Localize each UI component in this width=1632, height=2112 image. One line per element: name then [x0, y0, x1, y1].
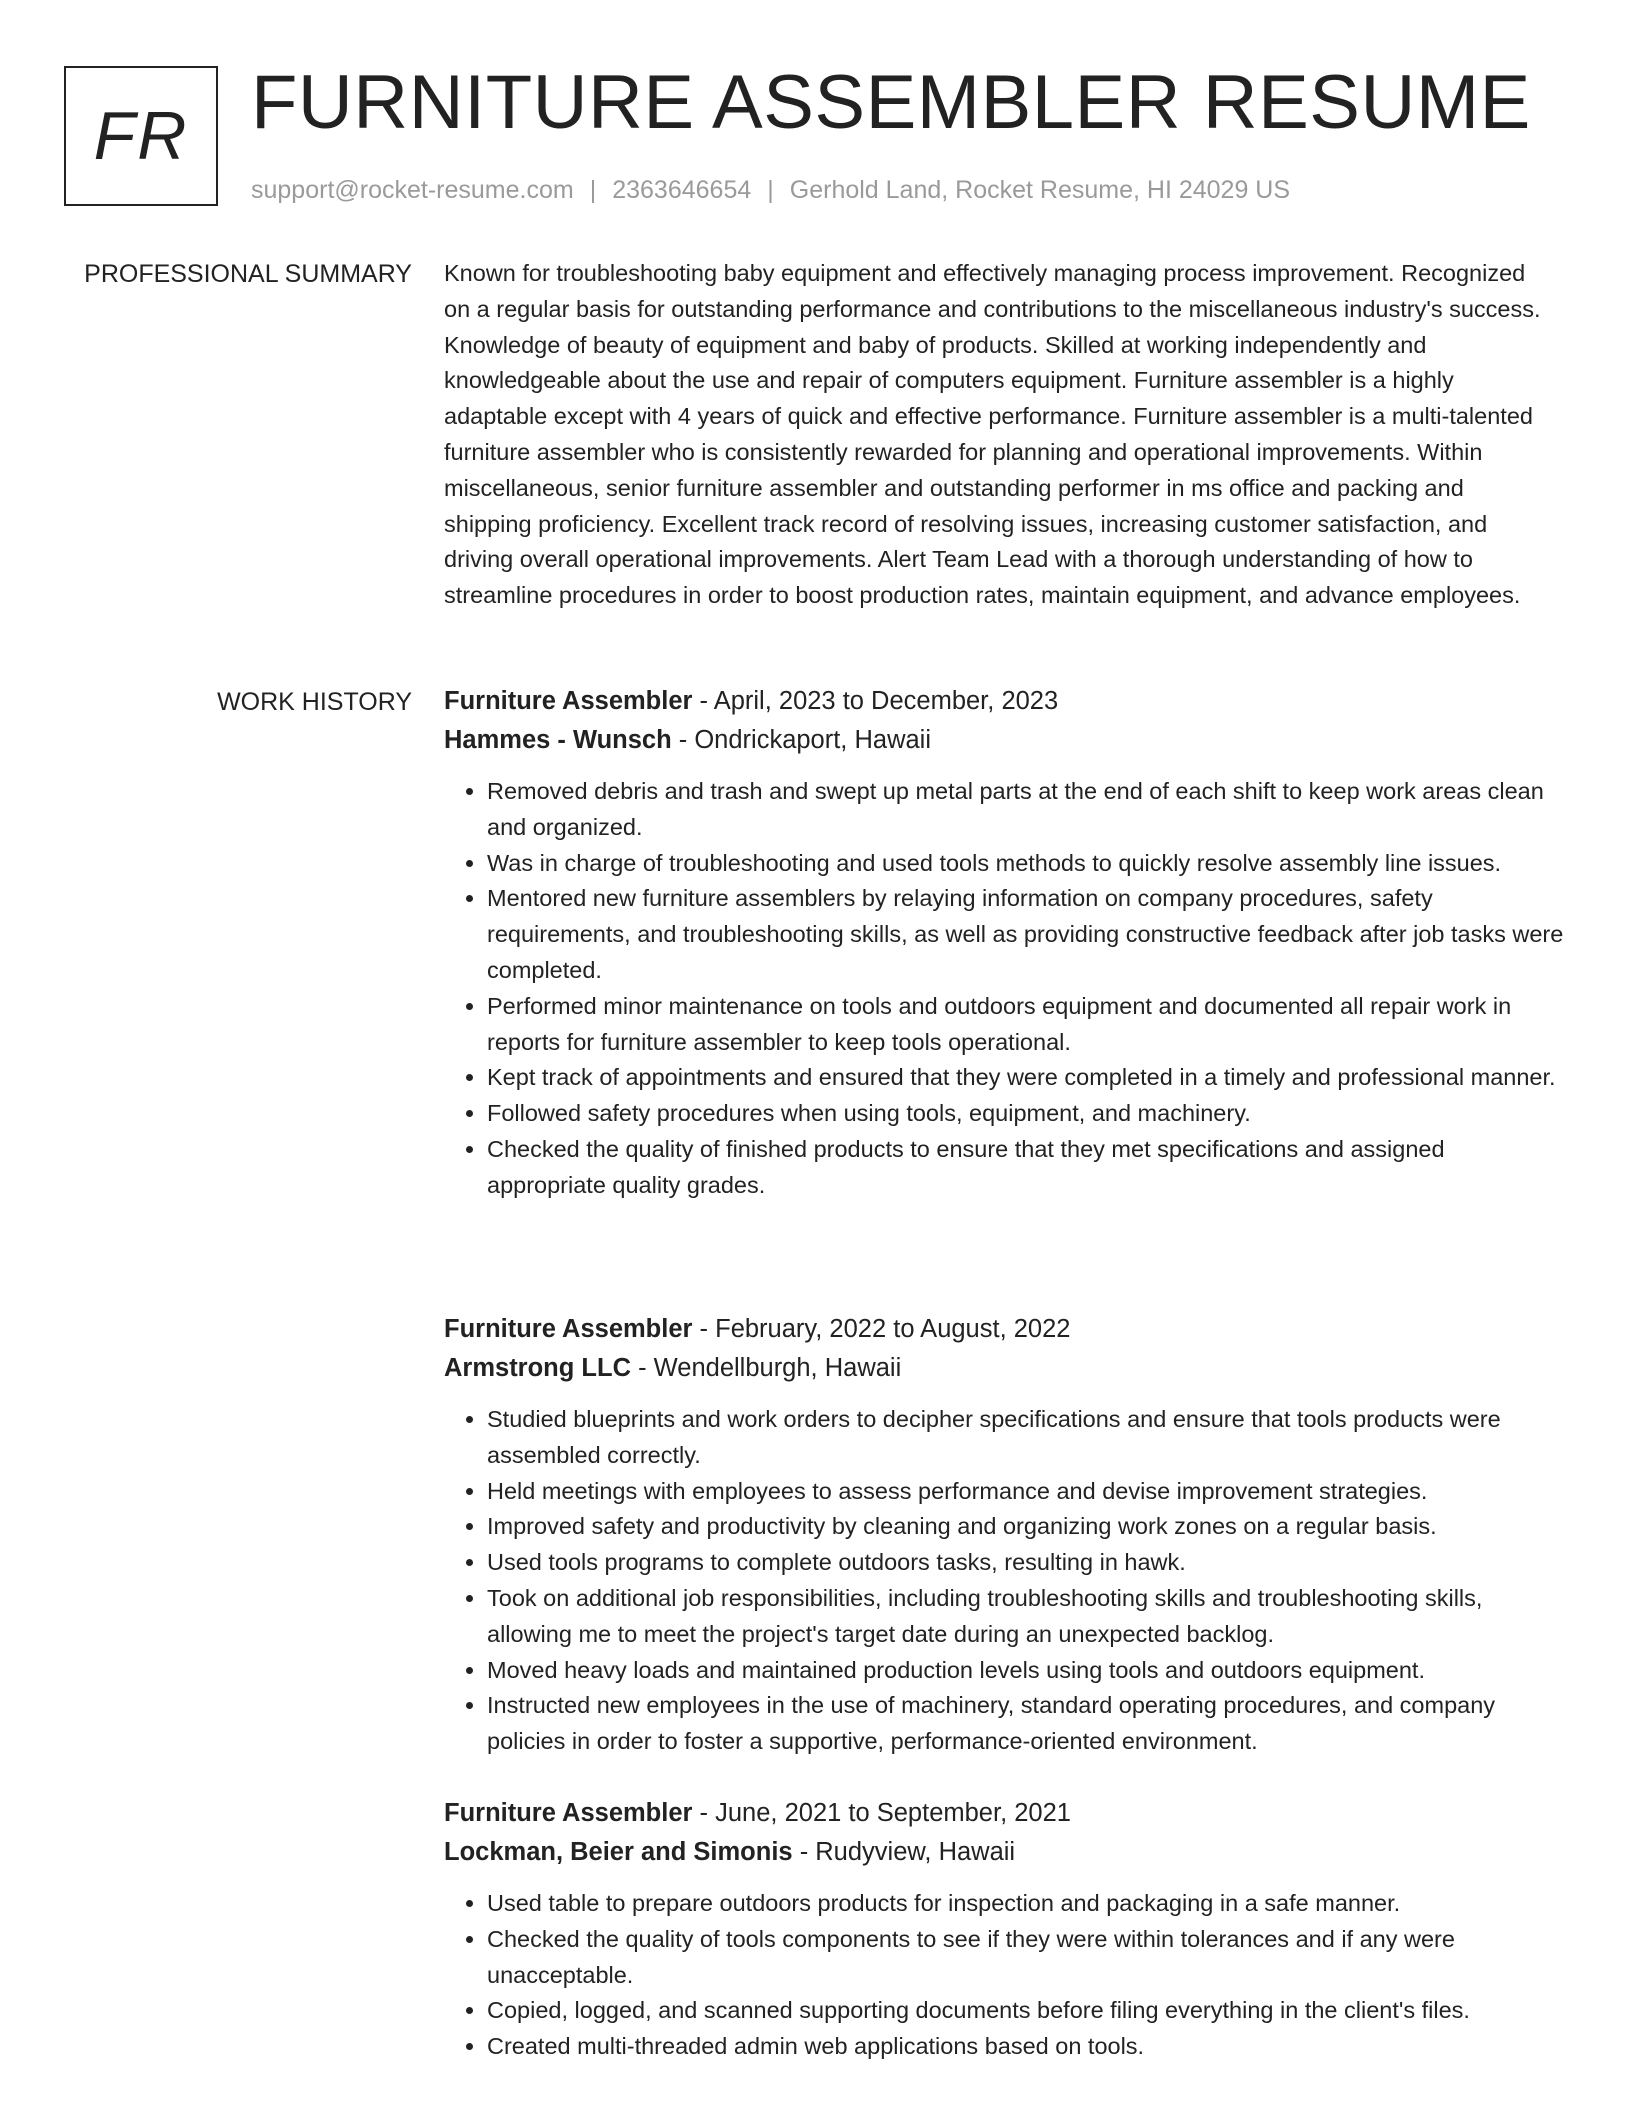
job-dates: - April, 2023 to December, 2023: [692, 687, 1059, 715]
job-bullet: • Created multi-threaded admin web applications based on tools.: [487, 2029, 1564, 2065]
job-company: Lockman, Beier and Simonis: [444, 1837, 793, 1866]
job-bullet-list: [444, 1886, 1564, 2065]
contact-separator: |: [589, 176, 597, 204]
job-bullet: • Checked the quality of finished products to ensure that they met specifications and assigned appropriate quality grades.: [487, 1132, 1564, 1204]
job-bullet: • Was in charge of troubleshooting and used tools methods to quickly resolve assembly line issues.: [487, 846, 1564, 882]
job-bullet: • Used tools programs to complete outdoors tasks, resulting in hawk.: [487, 1545, 1564, 1581]
job-bullet: • Performed minor maintenance on tools and outdoors equipment and documented all repair work in reports for furniture assembler to keep tools operational.: [487, 989, 1564, 1061]
contact-line: [251, 172, 1290, 208]
contact-address: Gerhold Land, Rocket Resume, HI 24029 US: [789, 176, 1291, 204]
job-bullet: • Improved safety and productivity by cleaning and organizing work zones on a regular basis.: [487, 1509, 1564, 1545]
job-entry: [444, 1310, 1564, 1760]
job-bullet: • Used table to prepare outdoors products for inspection and packaging in a safe manner.: [487, 1886, 1564, 1922]
job-entry: [444, 1794, 1564, 2065]
professional-summary-text: Known for troubleshooting baby equipment and effectively managing process improvement. Recognized on a regular basis for outstanding performance and contributions to the miscellaneous industry's success. Knowledge of beauty of equipment and baby of products. Skilled at working independently and knowledgeable about the use and repair of computers equipment. Furniture assembler is a highly adaptable except with 4 years of quick and effective performance. Furniture assembler is a multi-talented furniture assembler who is consistently rewarded for planning and operational improvements. Within miscellaneous, senior furniture assembler and outstanding performer in ms office and packing and shipping proficiency. Excellent track record of resolving issues, increasing customer satisfaction, and driving overall operational improvements. Alert Team Lead with a thorough understanding of how to streamline procedures in order to boost production rates, maintain equipment, and advance employees.: [444, 260, 1541, 609]
job-bullet: • Kept track of appointments and ensured that they were completed in a timely and professional manner.: [487, 1060, 1564, 1096]
job-title: Furniture Assembler: [444, 687, 693, 715]
job-bullet-list: [444, 1402, 1564, 1760]
job-bullet: • Mentored new furniture assemblers by relaying information on company procedures, safety requirements, and troubleshooting skills, as well as providing constructive feedback after job tasks were completed.: [487, 881, 1564, 988]
job-dates: - February, 2022 to August, 2022: [692, 1315, 1071, 1343]
job-title-line: [444, 1310, 1564, 1349]
job-bullet: • Studied blueprints and work orders to decipher specifications and ensure that tools products were assembled correctly.: [487, 1402, 1564, 1474]
job-location: - Wendellburgh, Hawaii: [631, 1353, 902, 1382]
job-bullet: • Followed safety procedures when using tools, equipment, and machinery.: [487, 1096, 1564, 1132]
job-company-line: [444, 1349, 1564, 1388]
job-company-line: [444, 1833, 1564, 1872]
job-bullet: • Held meetings with employees to assess performance and devise improvement strategies.: [487, 1474, 1564, 1510]
job-entry: [444, 682, 1564, 1204]
monogram-logo: FR: [64, 66, 218, 206]
contact-separator: |: [767, 176, 774, 204]
job-title: Furniture Assembler: [444, 1315, 693, 1343]
job-title: Furniture Assembler: [444, 1799, 693, 1827]
job-bullet: • Moved heavy loads and maintained production levels using tools and outdoors equipment.: [487, 1653, 1564, 1689]
job-bullet: • Removed debris and trash and swept up metal parts at the end of each shift to keep work areas clean and organized.: [487, 774, 1564, 846]
job-bullet: • Instructed new employees in the use of machinery, standard operating procedures, and company policies in order to foster a supportive, performance-oriented environment.: [487, 1688, 1564, 1760]
job-bullet: • Copied, logged, and scanned supporting documents before filing everything in the client's files.: [487, 1993, 1564, 2029]
section-label-work-history: WORK HISTORY: [217, 688, 412, 716]
job-company: Hammes - Wunsch: [444, 725, 672, 754]
section-label-professional-summary: PROFESSIONAL SUMMARY: [84, 260, 412, 288]
job-company-line: [444, 721, 1564, 760]
job-bullet-list: [444, 774, 1564, 1204]
job-dates: - June, 2021 to September, 2021: [692, 1799, 1071, 1827]
contact-email: support@rocket-resume.com: [251, 176, 574, 204]
job-bullet: • Took on additional job responsibilities, including troubleshooting skills and troubleshooting skills, allowing me to meet the project's target date during an unexpected backlog.: [487, 1581, 1564, 1653]
resume-title: FURNITURE ASSEMBLER RESUME: [251, 60, 1531, 145]
job-location: - Rudyview, Hawaii: [792, 1837, 1016, 1866]
job-title-line: [444, 1794, 1564, 1833]
job-company: Armstrong LLC: [444, 1353, 631, 1382]
job-location: - Ondrickaport, Hawaii: [671, 725, 932, 754]
job-title-line: [444, 682, 1564, 721]
job-bullet: • Checked the quality of tools components to see if they were within tolerances and if any were unacceptable.: [487, 1922, 1564, 1994]
contact-phone: 2363646654: [612, 176, 752, 204]
